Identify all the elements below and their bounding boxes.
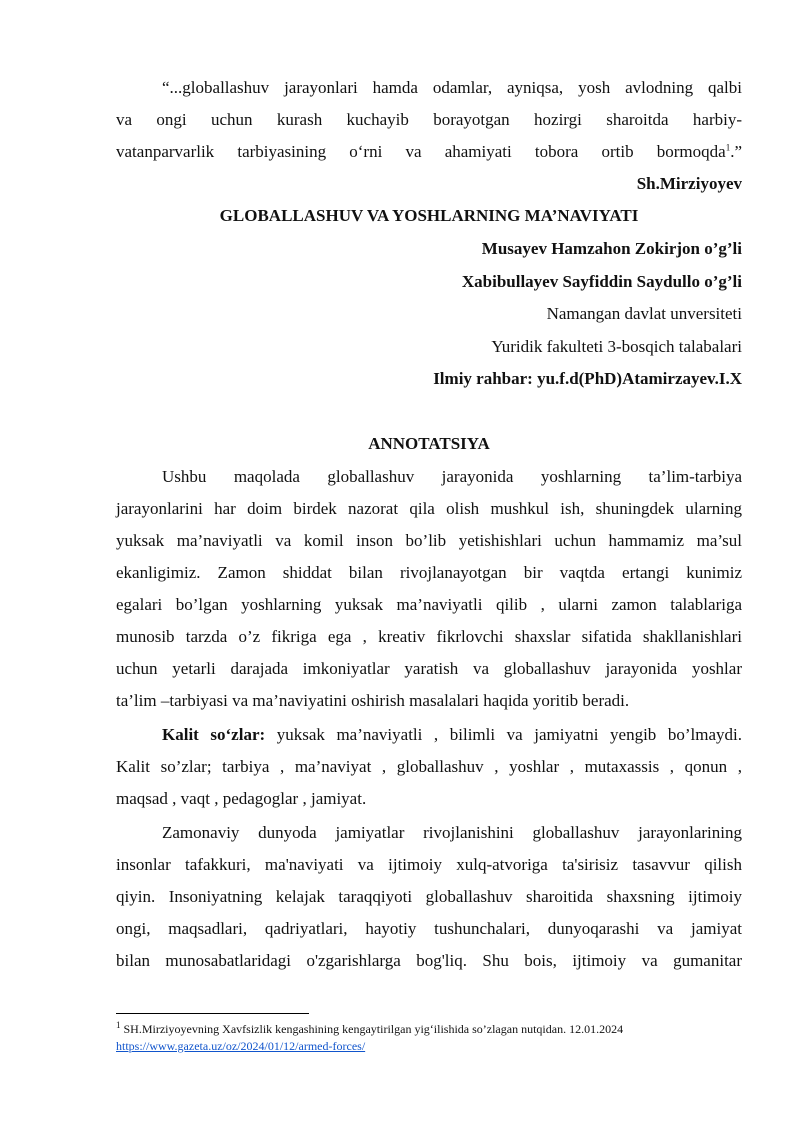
- keywords-line: [116, 719, 742, 751]
- author-name: Xabibullayev Sayfiddin Saydullo o’g’li: [461, 272, 742, 291]
- epigraph-author: Sh.Mirziyoyev: [636, 174, 742, 193]
- annotation-line: ta’lim –tarbiyasi va ma’naviyatini oshirish masalalari haqida yoritib beradi.: [116, 691, 630, 710]
- body-line: qiyin. Insoniyatning kelajak taraqqiyoti globallashuv sharoitida shaxsning ijtimoiy: [116, 887, 742, 906]
- faculty-name: Yuridik fakulteti 3-bosqich talabalari: [491, 337, 742, 356]
- keywords-line: Kalit so’zlar; tarbiya , ma’naviyat , globallashuv , yoshlar , mutaxassis , qonun ,: [116, 757, 742, 776]
- supervisor: Ilmiy rahbar: yu.f.d(PhD)Atamirzayev.I.X: [433, 369, 742, 388]
- footnote-reference[interactable]: 1: [725, 142, 731, 153]
- annotation-line: munosib tarzda o’z fikriga ega , kreativ fikrlovchi shaxslar sifatida shakllanishlari: [116, 627, 742, 646]
- body-line: insonlar tafakkuri, ma'naviyati va ijtimoiy xulq-atvoriga ta'sirisiz tasavvur qilish: [116, 855, 742, 874]
- epigraph-closing-quote: .”: [730, 142, 742, 161]
- annotation-line: ekanligimiz. Zamon shiddat bilan rivojlanayotgan bir vaqtda ertangi kunimiz: [116, 563, 742, 582]
- keywords-label: Kalit so‘zlar:: [162, 725, 266, 744]
- epigraph-line: [116, 136, 742, 168]
- footnote-text: [116, 1021, 742, 1038]
- footnote-link[interactable]: https://www.gazeta.uz/oz/2024/01/12/armed-forces/: [116, 1039, 366, 1053]
- annotation-line: yuksak ma’naviyatli va komil inson bo’lib yetishishlari uchun hammamiz ma’sul: [116, 531, 742, 550]
- body-line: ongi, maqsadlari, qadriyatlari, hayotiy tushunchalari, dunyoqarashi va jamiyat: [116, 919, 742, 938]
- footnote-mark: 1: [116, 1020, 121, 1030]
- author-name: Musayev Hamzahon Zokirjon o’g’li: [481, 239, 742, 258]
- annotation-line: Ushbu maqolada globallashuv jarayonida yoshlarning ta’lim-tarbiya: [162, 467, 742, 486]
- annotation-heading: ANNOTATSIYA: [368, 434, 490, 453]
- body-line: bilan munosabatlaridagi o'zgarishlarga bog'liq. Shu bois, ijtimoiy va gumanitar: [116, 951, 742, 970]
- university-name: Namangan davlat unversiteti: [546, 304, 742, 323]
- epigraph-text: vatanparvarlik tarbiyasining o‘rni va ahamiyati tobora ortib bormoqda: [116, 142, 726, 161]
- annotation-line: jarayonlarini har doim birdek nazorat qila olish mushkul ish, shuningdek ularning: [116, 499, 742, 518]
- body-line: Zamonaviy dunyoda jamiyatlar rivojlanishini globallashuv jarayonlarining: [162, 823, 742, 842]
- annotation-line: egalari bo’lgan yoshlarning yuksak ma’naviyatli qilib , ularni zamon talablariga: [116, 595, 742, 614]
- epigraph-line: “...globallashuv jarayonlari hamda odamlar, ayniqsa, yosh avlodning qalbi: [162, 78, 742, 97]
- keywords-line: maqsad , vaqt , pedagoglar , jamiyat.: [116, 789, 367, 808]
- keywords-text: yuksak ma’naviyatli , bilimli va jamiyatni yengib bo’lmaydi.: [265, 725, 742, 744]
- footnote-separator: [116, 1013, 309, 1014]
- footnote-link-line: [116, 1038, 742, 1055]
- annotation-line: uchun yetarli darajada imkoniyatlar yaratish va globallashuv jarayonida yoshlar: [116, 659, 742, 678]
- footnote-source: SH.Mirziyoyevning Xavfsizlik kengashining kengaytirilgan yig‘ilishida so’zlagan nutqidan. 12.01.2024: [120, 1022, 624, 1036]
- article-title: GLOBALLASHUV VA YOSHLARNING MA’NAVIYATI: [219, 206, 639, 225]
- epigraph-line: va ongi uchun kurash kuchayib borayotgan hozirgi sharoitda harbiy-: [116, 110, 742, 129]
